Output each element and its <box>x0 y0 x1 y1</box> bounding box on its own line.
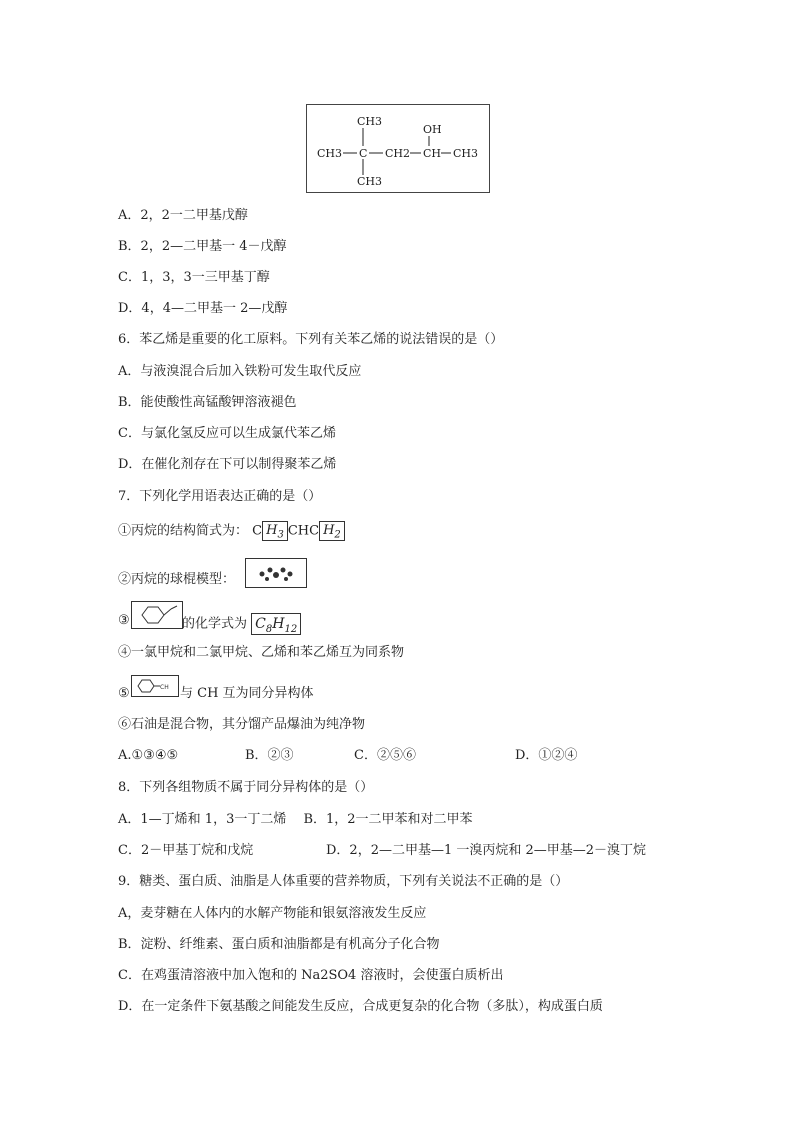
ball-stick-model-image <box>245 558 307 588</box>
ch3-right-label: CH3 <box>453 147 479 160</box>
vinyl-bond <box>164 609 171 615</box>
atom <box>265 577 269 581</box>
styrene-structure-image <box>131 601 183 629</box>
q7-s1-h2: H <box>323 523 335 538</box>
ch3-bottom-label: CH3 <box>357 175 383 188</box>
q7-s3-formula-box <box>251 613 301 635</box>
q7-statement-6: ⑥石油是混合物，其分馏产品爆油为纯净物 <box>118 717 366 732</box>
q6-option-b: B．能使酸性高锰酸钾溶液褪色 <box>118 395 297 410</box>
ch-label: CH <box>423 147 442 160</box>
q7-s1-c: C <box>252 523 263 539</box>
q7-s3-rest <box>182 613 301 635</box>
q7-s5-text: 与 CH 互为同分异构体 <box>180 686 314 701</box>
q5-option-a: A．2，2一二甲基戊醇 <box>118 208 248 223</box>
q7-s3-h-sub: 12 <box>284 623 298 635</box>
q7-s3-c: C <box>255 616 266 632</box>
atom <box>281 568 286 573</box>
atom <box>288 572 293 577</box>
q8-option-c: C．2－甲基丁烷和戊烷 <box>118 843 254 858</box>
vinyl-bond <box>171 606 177 609</box>
q7-s1-h3-sub: 3 <box>277 529 284 541</box>
q7-statement-1 <box>118 521 345 541</box>
q7-s1-h3-box <box>262 521 288 541</box>
q7-s1-h2-sub: 2 <box>334 529 341 541</box>
q9-stem: 9．糖类、蛋白质、油脂是人体重要的营养物质，下列有关说法不正确的是（） <box>118 874 569 889</box>
benzene-ring <box>142 607 164 623</box>
q9-option-a: A，麦芽糖在人体内的水解产物能和银氨溶液发生反应 <box>118 906 427 921</box>
q5-option-c: C．1，3，3一三甲基丁醇 <box>118 270 270 285</box>
q7-s1-h3: H <box>266 523 278 538</box>
structural-formula-figure <box>306 104 490 193</box>
q7-s1-text: ①丙烷的结构简式为： <box>118 523 249 539</box>
q7-s3-text: 的化学式为 <box>182 616 248 632</box>
q6-option-a: A．与液溴混合后加入铁粉可发生取代反应 <box>118 364 362 379</box>
c-center-label: C <box>359 147 368 160</box>
q9-option-b: B．淀粉、纤维素、蛋白质和油脂都是有机高分子化合物 <box>118 937 440 952</box>
structural-formula-svg <box>307 105 489 192</box>
q7-statement-3 <box>118 613 130 629</box>
q6-option-c: C．与氯化氢反应可以生成氯代苯乙烯 <box>118 426 336 441</box>
benzyl-alcohol-structure-svg <box>132 676 178 696</box>
q8-stem: 8．下列各组物质不属于同分异构体的是（） <box>118 780 374 795</box>
benzyl-alcohol-structure-image <box>131 675 179 697</box>
q9-option-c: C．在鸡蛋清溶液中加入饱和的 Na2SO4 溶液时，会使蛋白质析出 <box>118 968 504 983</box>
q7-stem: 7．下列化学用语表达正确的是（） <box>118 489 322 504</box>
atom <box>273 572 279 578</box>
q7-option-d: D．①②④ <box>515 748 578 763</box>
q5-option-d: D．4，4—二甲基一 2—戊醇 <box>118 301 288 316</box>
q6-option-d: D．在催化剂存在下可以制得聚苯乙烯 <box>118 457 337 472</box>
q7-s3-c-sub: 8 <box>265 623 273 635</box>
q7-s1-h2-box <box>319 521 345 541</box>
ball-stick-atoms <box>260 568 293 582</box>
q7-statement-2 <box>118 572 235 588</box>
ch3-top-label: CH3 <box>357 115 383 128</box>
oh-label: OH <box>423 123 442 136</box>
ch2oh-label: CH <box>160 684 169 691</box>
q7-s1-mid: CHC <box>287 523 320 539</box>
q8-options-line1: A．1—丁烯和 1，3一丁二烯 B．1，2一二甲苯和对二甲苯 <box>118 812 473 827</box>
styrene-structure-svg <box>132 602 182 628</box>
q7-option-a: A.①③④⑤ <box>118 748 179 763</box>
q7-s3-prefix: ③ <box>118 613 130 628</box>
q7-option-c: C．②⑤⑥ <box>354 748 416 763</box>
q9-option-d: D．在一定条件下氨基酸之间能发生反应，合成更复杂的化合物（多肽），构成蛋白质 <box>118 999 603 1014</box>
q7-s2-text: ②丙烷的球棍模型： <box>118 572 236 587</box>
ch2-label: CH2 <box>385 147 411 160</box>
atom <box>268 568 273 573</box>
ball-stick-model-svg <box>246 559 306 587</box>
q5-option-b: B．2，2—二甲基一 4－戊醇 <box>118 239 287 254</box>
q6-stem: 6．苯乙烯是重要的化工原料。下列有关苯乙烯的说法错误的是（） <box>118 332 504 347</box>
q7-statement-4: ④一氯甲烷和二氯甲烷、乙烯和苯乙烯互为同系物 <box>118 645 405 660</box>
q7-statement-5-prefix: ⑤ <box>118 686 130 701</box>
ch3-left-label: CH3 <box>317 147 343 160</box>
q7-option-b: B．②③ <box>245 748 294 763</box>
atom <box>284 577 288 581</box>
benzene-ring <box>138 680 154 692</box>
q8-option-d: D．2，2—二甲基—1 一溴丙烷和 2—甲基—2－溴丁烷 <box>326 843 647 858</box>
atom <box>260 572 265 577</box>
q7-s3-h: H <box>272 616 285 632</box>
